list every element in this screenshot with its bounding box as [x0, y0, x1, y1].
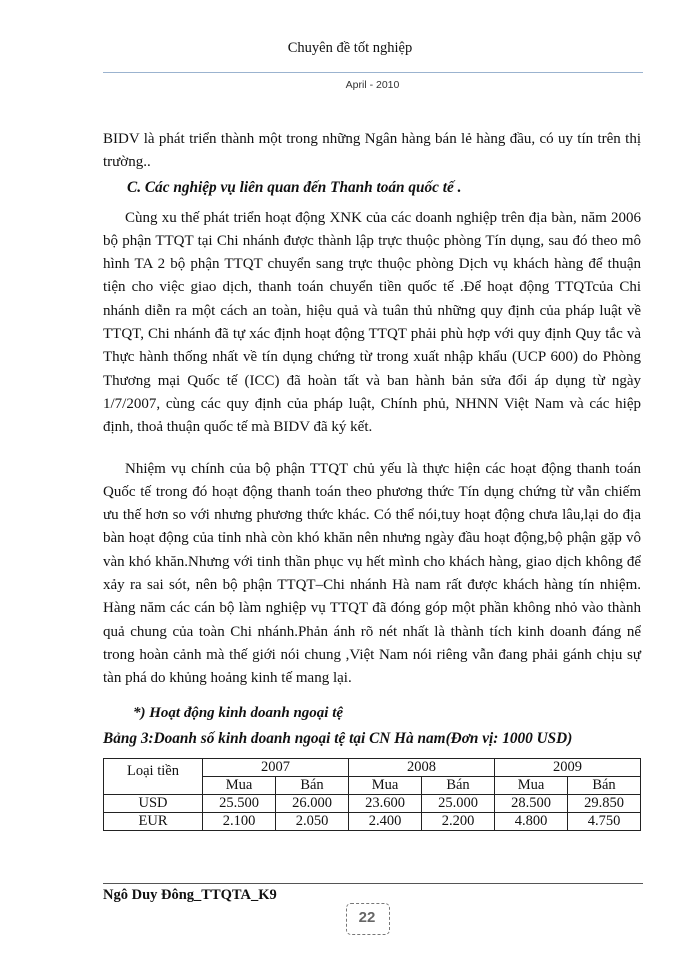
section-c-heading: C. Các nghiệp vụ liên quan đến Thanh toán quốc tế . [127, 178, 462, 196]
header-date: April - 2010 [345, 79, 400, 91]
currency-cell: EUR [104, 812, 203, 830]
footer-author: Ngô Duy Đông_TTQTA_K9 [103, 887, 277, 903]
sell-header: Bán [568, 776, 641, 794]
value-cell: 29.850 [568, 794, 641, 812]
document-body [103, 128, 641, 831]
value-cell: 4.800 [495, 812, 568, 830]
value-cell: 2.200 [422, 812, 495, 830]
buy-header: Mua [203, 776, 276, 794]
value-cell: 2.050 [276, 812, 349, 830]
value-cell: 2.100 [203, 812, 276, 830]
value-cell: 25.500 [203, 794, 276, 812]
buy-header: Mua [495, 776, 568, 794]
year-header: 2009 [495, 758, 641, 776]
value-cell: 26.000 [276, 794, 349, 812]
fx-subheading: *) Hoạt động kinh doanh ngoại tệ [133, 704, 344, 721]
year-header: 2007 [203, 758, 349, 776]
page-number: 22 [358, 909, 376, 926]
value-cell: 25.000 [422, 794, 495, 812]
header-divider [103, 72, 643, 73]
fx-table [103, 758, 641, 831]
table-caption: Bảng 3:Doanh số kinh doanh ngoại tệ tại CN Hà nam(Đơn vị: 1000 USD) [103, 729, 573, 747]
value-cell: 4.750 [568, 812, 641, 830]
intro-paragraph: BIDV là phát triển thành một trong những Ngân hàng bán lẻ hàng đầu, có uy tín trên thị trường.. [103, 131, 641, 171]
paragraph-2: Nhiệm vụ chính của bộ phận TTQT chủ yếu là thực hiện các hoạt động thanh toán Quốc tế trong đó hoạt động thanh toán theo phương thức Tín dụng chứng từ vẫn chiếm ưu thế hơn so với nhưng phương thức khác. Có thể nói,tuy hoạt động chưa lâu,lại do địa bàn hoạt động của tỉnh nhà còn khó khăn nên nhưng ngày đầu hoạt động,bộ phận gặp vô vàn khó khăn.Nhưng với tinh thần phục vụ hết mình cho khách hàng, giao dịch không để xảy ra sai sót, nên bộ phận TTQT–Chi nhánh Hà nam rất được khách hàng tín nhiệm. Hàng năm các cán bộ làm nghiệp vụ TTQT đã đóng góp một phần không nhỏ vào thành quả chung của toàn Chi nhánh.Phản ánh rõ nét nhất là thành tích kinh doanh đáng nể trong hoàn cảnh mà thế giới nói chung ,Việt Nam nói riêng vẫn đang phải gánh chịu sự tàn phá do khủng hoảng kinh tế mang lại. [103, 460, 641, 687]
header-title: Chuyên đề tốt nghiệp [287, 40, 413, 56]
buy-header: Mua [349, 776, 422, 794]
value-cell: 28.500 [495, 794, 568, 812]
value-cell: 2.400 [349, 812, 422, 830]
sell-header: Bán [276, 776, 349, 794]
sell-header: Bán [422, 776, 495, 794]
currency-header: Loại tiền [104, 758, 203, 794]
currency-cell: USD [104, 794, 203, 812]
table-row [104, 812, 641, 830]
table-row [104, 794, 641, 812]
footer-divider [103, 883, 643, 884]
value-cell: 23.600 [349, 794, 422, 812]
table-header-row [104, 758, 641, 776]
year-header: 2008 [349, 758, 495, 776]
paragraph-1: Cùng xu thế phát triển hoạt động XNK của các doanh nghiệp trên địa bàn, năm 2006 bộ phận TTQT tại Chi nhánh được thành lập trực thuộc phòng Tín dụng, sau đó theo mô hình TA 2 bộ phận TTQT chuyển sang trực thuộc phòng Dịch vụ khách hàng để thuận tiện cho việc giao dịch, thanh toán chuyển tiền quốc tế .Để hoạt động TTQTcủa Chi nhánh diễn ra một cách an toàn, hiệu quả và tuân thủ những quy định của pháp luật về TTQT, Chi nhánh đã tự xác định hoạt động TTQT phải phù hợp với quy định Quy tắc và Thực hành thống nhất về tín dụng chứng từ trong xuất nhập khẩu (UCP 600) do Phòng Thương mại Quốc tế (ICC) đã hoàn tất và ban hành bản sửa đổi áp dụng từ ngày 1/7/2007, cùng các quy định của pháp luật, Chính phủ, NHNN Việt Nam và các hiệp định, thoả thuận quốc tế mà BIDV đã ký kết. [103, 209, 641, 436]
